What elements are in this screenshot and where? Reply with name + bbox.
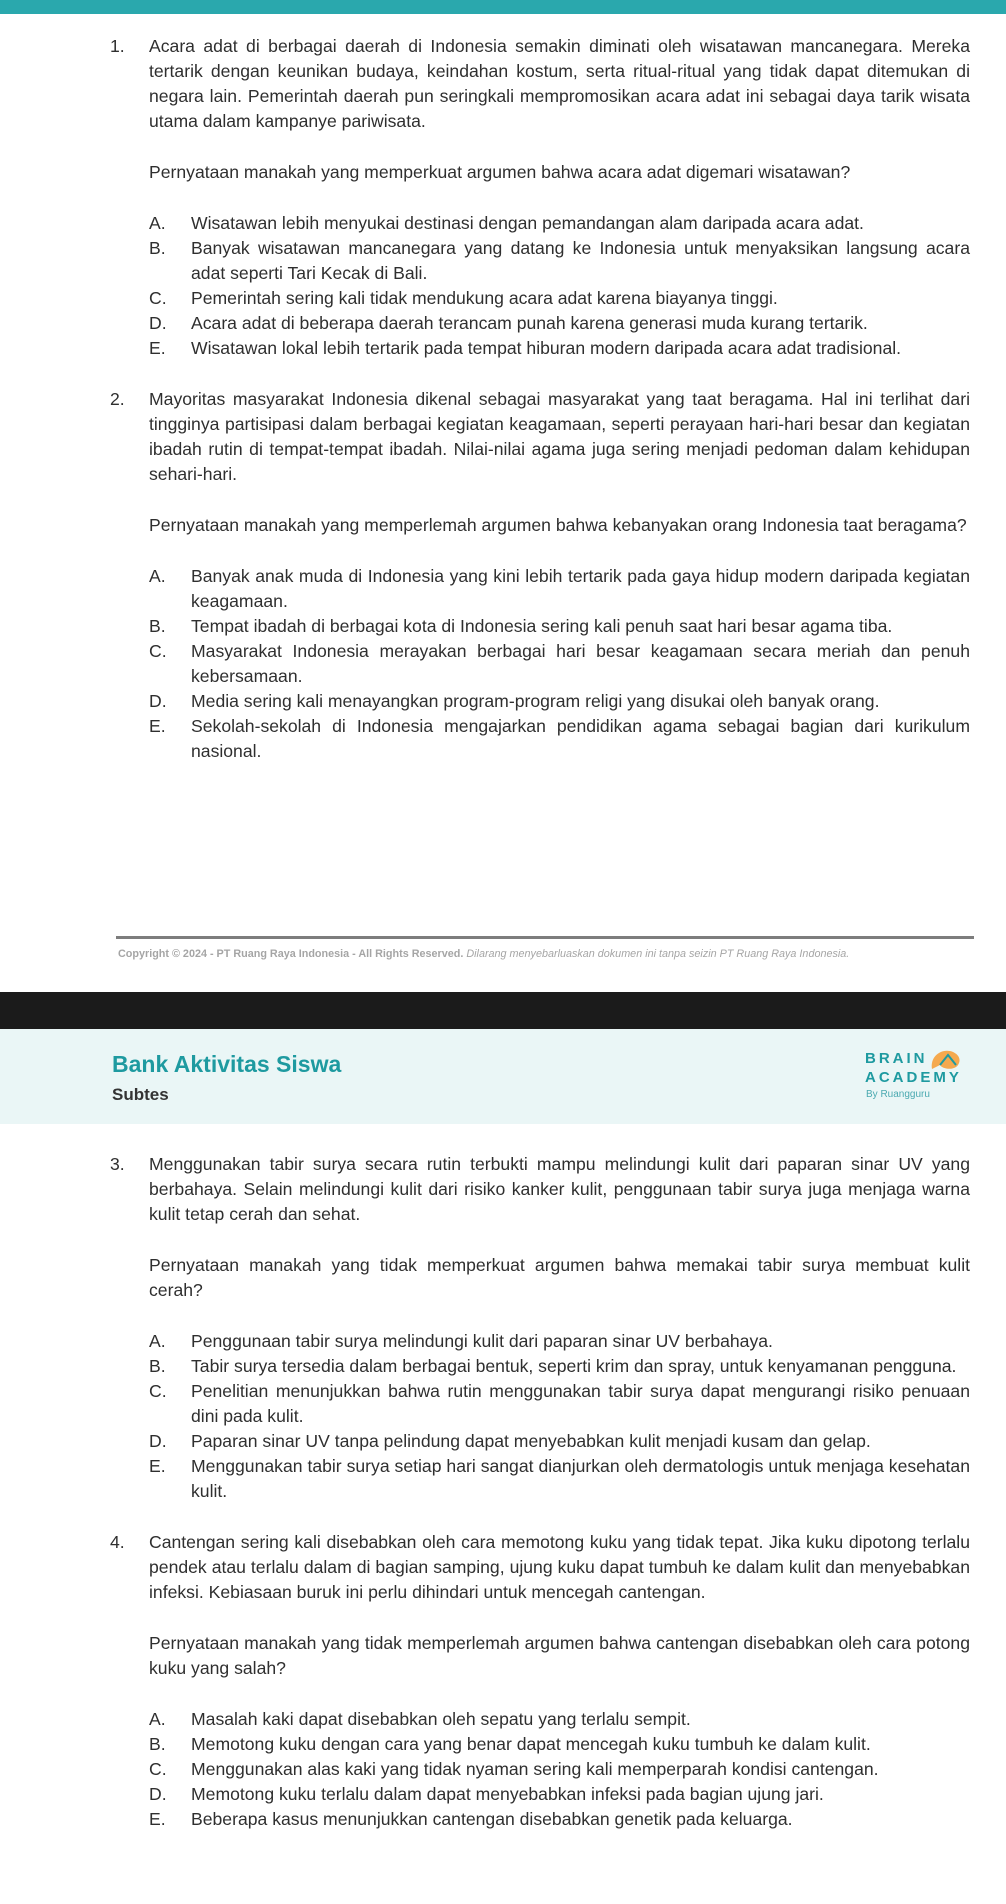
question-number: 4. — [110, 1532, 125, 1552]
option-text: Banyak anak muda di Indonesia yang kini lebih tertarik pada gaya hidup modern daripada kegiatan keagamaan. — [191, 566, 970, 611]
copyright-footer — [118, 948, 978, 960]
option-a — [149, 211, 970, 236]
option-text: Penelitian menunjukkan bahwa rutin menggunakan tabir surya dapat mengurangi risiko penuaan dini pada kulit. — [191, 1381, 970, 1426]
option-b — [149, 1354, 970, 1379]
option-text: Media sering kali menayangkan program-program religi yang disukai oleh banyak orang. — [191, 691, 880, 711]
option-letter: E. — [149, 338, 166, 358]
option-text: Menggunakan alas kaki yang tidak nyaman sering kali memperparah kondisi cantengan. — [191, 1759, 879, 1779]
questions-section-1 — [110, 34, 970, 764]
option-text: Masalah kaki dapat disebabkan oleh sepatu yang terlalu sempit. — [191, 1709, 691, 1729]
option-letter: D. — [149, 691, 167, 711]
option-letter: B. — [149, 238, 166, 258]
copyright-notice: Dilarang menyebarluaskan dokumen ini tanpa seizin PT Ruang Raya Indonesia. — [466, 948, 850, 960]
option-b — [149, 236, 970, 286]
question-text: Cantengan sering kali disebabkan oleh cara memotong kuku yang tidak tepat. Jika kuku dipotong terlalu pendek atau terlalu dalam di bagian samping, ujung kuku dapat tumbuh ke dalam kulit dan menyebabkan infeksi. Kebiasaan buruk ini perlu dihindari untuk mencegah cantengan. — [149, 1532, 970, 1602]
page-header — [0, 1029, 1006, 1124]
option-text: Tempat ibadah di berbagai kota di Indonesia sering kali penuh saat hari besar agama tiba. — [191, 616, 893, 636]
option-text: Pemerintah sering kali tidak mendukung acara adat karena biayanya tinggi. — [191, 288, 778, 308]
option-letter: D. — [149, 1431, 167, 1451]
option-a — [149, 1707, 970, 1732]
logo-byline: By Ruangguru — [866, 1089, 930, 1100]
brain-academy-logo — [860, 1043, 980, 1103]
option-text: Banyak wisatawan mancanegara yang datang ke Indonesia untuk menyaksikan langsung acara adat seperti Tari Kecak di Bali. — [191, 238, 970, 283]
option-list — [149, 1707, 970, 1832]
option-letter: C. — [149, 1381, 167, 1401]
question-prompt: Pernyataan manakah yang memperlemah argumen bahwa kebanyakan orang Indonesia taat beragama? — [149, 515, 967, 535]
option-letter: E. — [149, 1809, 166, 1829]
logo-academy-text: ACADEMY — [865, 1069, 962, 1086]
question-text: Menggunakan tabir surya secara rutin terbukti mampu melindungi kulit dari paparan sinar UV yang berbahaya. Selain melindungi kulit dari risiko kanker kulit, penggunaan tabir surya juga menjaga warna kulit tetap cerah dan sehat. — [149, 1154, 970, 1224]
option-text: Sekolah-sekolah di Indonesia mengajarkan pendidikan agama sebagai bagian dari kurikulum nasional. — [191, 716, 970, 761]
option-c — [149, 286, 970, 311]
option-letter: B. — [149, 1734, 166, 1754]
footer-divider — [116, 936, 974, 939]
option-letter: E. — [149, 716, 166, 736]
option-text: Tabir surya tersedia dalam berbagai bentuk, seperti krim dan spray, untuk kenyamanan pengguna. — [191, 1356, 957, 1376]
question-1 — [110, 34, 970, 361]
option-text: Menggunakan tabir surya setiap hari sangat dianjurkan oleh dermatologis untuk menjaga kesehatan kulit. — [191, 1456, 970, 1501]
option-letter: B. — [149, 616, 166, 636]
question-prompt: Pernyataan manakah yang tidak memperkuat argumen bahwa memakai tabir surya membuat kulit cerah? — [149, 1255, 970, 1300]
option-letter: A. — [149, 566, 166, 586]
question-text: Acara adat di berbagai daerah di Indonesia semakin diminati oleh wisatawan mancanegara. Mereka tertarik dengan keunikan budaya, keindahan kostum, serta ritual-ritual yang tidak dapat ditemukan di negara lain. Pemerintah daerah pun seringkali mempromosikan acara adat ini sebagai daya tarik wisata utama dalam kampanye pariwisata. — [149, 36, 970, 131]
option-e — [149, 714, 970, 764]
option-text: Penggunaan tabir surya melindungi kulit dari paparan sinar UV berbahaya. — [191, 1331, 773, 1351]
header-subtitle: Subtes — [112, 1085, 169, 1104]
option-letter: E. — [149, 1456, 166, 1476]
option-letter: A. — [149, 1709, 166, 1729]
logo-brain-text: BRAIN — [865, 1050, 928, 1067]
option-text: Paparan sinar UV tanpa pelindung dapat menyebabkan kulit menjadi kusam dan gelap. — [191, 1431, 871, 1451]
question-2 — [110, 387, 970, 764]
option-d — [149, 311, 970, 336]
brain-logo-icon — [928, 1047, 966, 1073]
option-letter: D. — [149, 1784, 167, 1804]
document-page-1 — [0, 14, 1006, 992]
copyright-text: Copyright © 2024 - PT Ruang Raya Indonesia - All Rights Reserved. — [118, 948, 464, 960]
document-page-2 — [0, 1029, 1006, 1904]
option-d — [149, 1782, 970, 1807]
option-text: Beberapa kasus menunjukkan cantengan disebabkan genetik pada keluarga. — [191, 1809, 793, 1829]
option-e — [149, 1807, 970, 1832]
question-number: 3. — [110, 1154, 125, 1174]
option-letter: B. — [149, 1356, 166, 1376]
option-e — [149, 336, 970, 361]
option-list — [149, 211, 970, 361]
option-a — [149, 564, 970, 614]
option-list — [149, 1329, 970, 1504]
question-3 — [110, 1152, 970, 1504]
page-separator — [0, 992, 1006, 1029]
option-letter: C. — [149, 1759, 167, 1779]
option-letter: A. — [149, 213, 166, 233]
option-letter: C. — [149, 641, 167, 661]
header-title: Bank Aktivitas Siswa — [112, 1051, 342, 1077]
option-letter: D. — [149, 313, 167, 333]
question-number: 2. — [110, 389, 125, 409]
option-letter: A. — [149, 1331, 166, 1351]
option-text: Memotong kuku terlalu dalam dapat menyebabkan infeksi pada bagian ujung jari. — [191, 1784, 824, 1804]
option-e — [149, 1454, 970, 1504]
option-text: Wisatawan lokal lebih tertarik pada tempat hiburan modern daripada acara adat tradisional. — [191, 338, 902, 358]
option-text: Acara adat di beberapa daerah terancam punah karena generasi muda kurang tertarik. — [191, 313, 868, 333]
question-number: 1. — [110, 36, 125, 56]
option-letter: C. — [149, 288, 167, 308]
top-accent-bar — [0, 0, 1006, 14]
questions-section-2 — [110, 1152, 970, 1832]
option-list — [149, 564, 970, 764]
option-c — [149, 1379, 970, 1429]
question-text: Mayoritas masyarakat Indonesia dikenal sebagai masyarakat yang taat beragama. Hal ini terlihat dari tingginya partisipasi dalam berbagai kegiatan keagamaan, seperti perayaan hari-hari besar dan kegiatan ibadah rutin di tempat-tempat ibadah. Nilai-nilai agama juga sering menjadi pedoman dalam kehidupan sehari-hari. — [149, 389, 970, 484]
option-d — [149, 689, 970, 714]
question-prompt: Pernyataan manakah yang tidak memperlemah argumen bahwa cantengan disebabkan oleh cara potong kuku yang salah? — [149, 1633, 970, 1678]
option-text: Memotong kuku dengan cara yang benar dapat mencegah kuku tumbuh ke dalam kulit. — [191, 1734, 871, 1754]
option-a — [149, 1329, 970, 1354]
question-4 — [110, 1530, 970, 1832]
question-prompt: Pernyataan manakah yang memperkuat argumen bahwa acara adat digemari wisatawan? — [149, 162, 851, 182]
option-text: Wisatawan lebih menyukai destinasi dengan pemandangan alam daripada acara adat. — [191, 213, 864, 233]
option-c — [149, 639, 970, 689]
option-text: Masyarakat Indonesia merayakan berbagai hari besar keagamaan secara meriah dan penuh kebersamaan. — [191, 641, 970, 686]
option-c — [149, 1757, 970, 1782]
option-b — [149, 1732, 970, 1757]
option-d — [149, 1429, 970, 1454]
option-b — [149, 614, 970, 639]
